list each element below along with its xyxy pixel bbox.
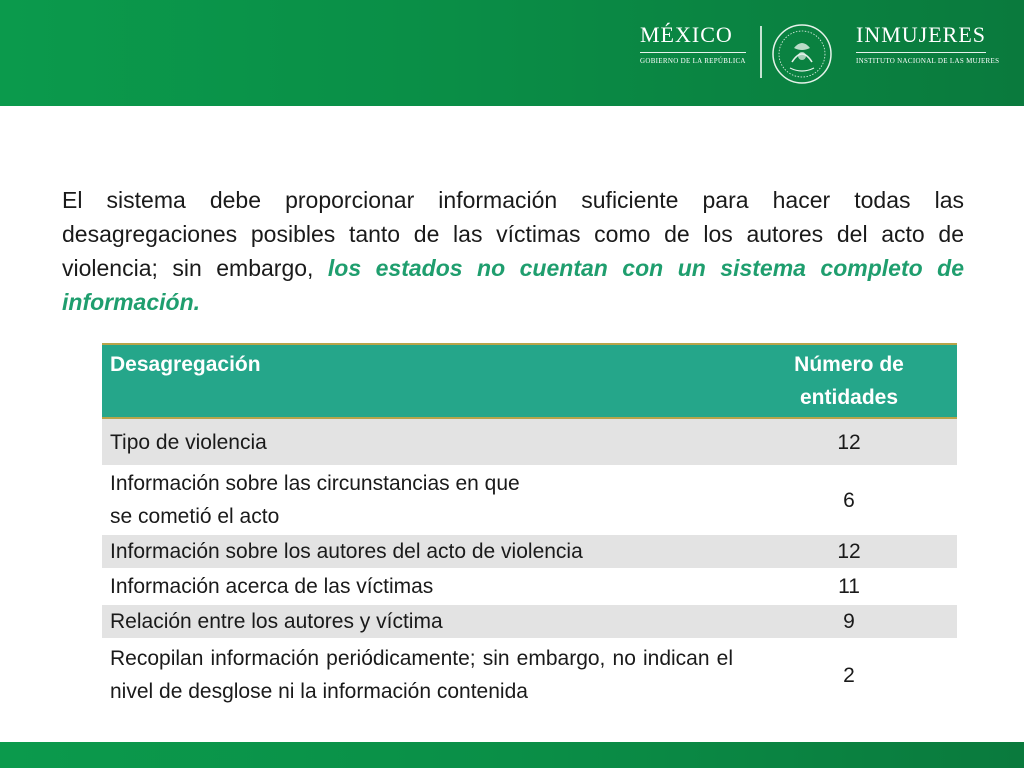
table-row xyxy=(102,639,957,710)
row-value: 12 xyxy=(741,418,957,466)
table-row xyxy=(102,569,957,604)
row-label: Información acerca de las víctimas xyxy=(102,569,741,604)
logo-inmujeres-subtitle: INSTITUTO NACIONAL DE LAS MUJERES xyxy=(856,57,1000,65)
row-label: Información sobre los autores del acto de violencia xyxy=(102,534,741,569)
logo-mexico xyxy=(640,22,746,65)
intro-highlight: los estados no cuentan con un sistema completo de información. xyxy=(62,255,964,315)
table-row xyxy=(102,534,957,569)
row-label: Relación entre los autores y víctima xyxy=(102,604,741,639)
row-label: Tipo de violencia xyxy=(102,418,741,466)
logo-inmujeres-title: INMUJERES xyxy=(856,22,987,47)
row-value: 11 xyxy=(741,569,957,604)
table-row xyxy=(102,466,957,534)
intro-paragraph xyxy=(62,183,964,319)
logo-mexico-rule xyxy=(640,52,746,53)
table-row xyxy=(102,418,957,466)
column-header-numero: Número de entidades xyxy=(741,344,957,418)
row-value: 9 xyxy=(741,604,957,639)
row-value: 12 xyxy=(741,534,957,569)
logo-inmujeres-rule xyxy=(856,52,986,53)
logo-inmujeres xyxy=(856,22,1000,65)
footer-band xyxy=(0,742,1024,768)
table-header-row xyxy=(102,344,957,418)
table-row xyxy=(102,604,957,639)
logo-mexico-subtitle: GOBIERNO DE LA REPÚBLICA xyxy=(640,57,746,65)
mexico-seal-icon xyxy=(770,22,834,86)
row-value: 2 xyxy=(843,663,855,687)
logo-mexico-title: MÉXICO xyxy=(640,22,733,47)
row-label: Recopilan información periódicamente; sin embargo, no indican el nivel de desglose ni la información contenida xyxy=(110,647,733,703)
row-label: Información sobre las circunstancias en que se cometió el acto xyxy=(102,466,741,534)
intro-text: El sistema debe proporcionar información suficiente para hacer todas las desagregaciones posibles tanto de las víctimas como de los autores del acto de violencia; sin embargo, xyxy=(62,187,964,281)
disaggregation-table xyxy=(102,343,957,710)
row-value: 6 xyxy=(741,466,957,534)
column-header-desagregacion: Desagregación xyxy=(102,344,741,418)
logo-divider xyxy=(760,26,762,78)
header-band xyxy=(0,0,1024,106)
